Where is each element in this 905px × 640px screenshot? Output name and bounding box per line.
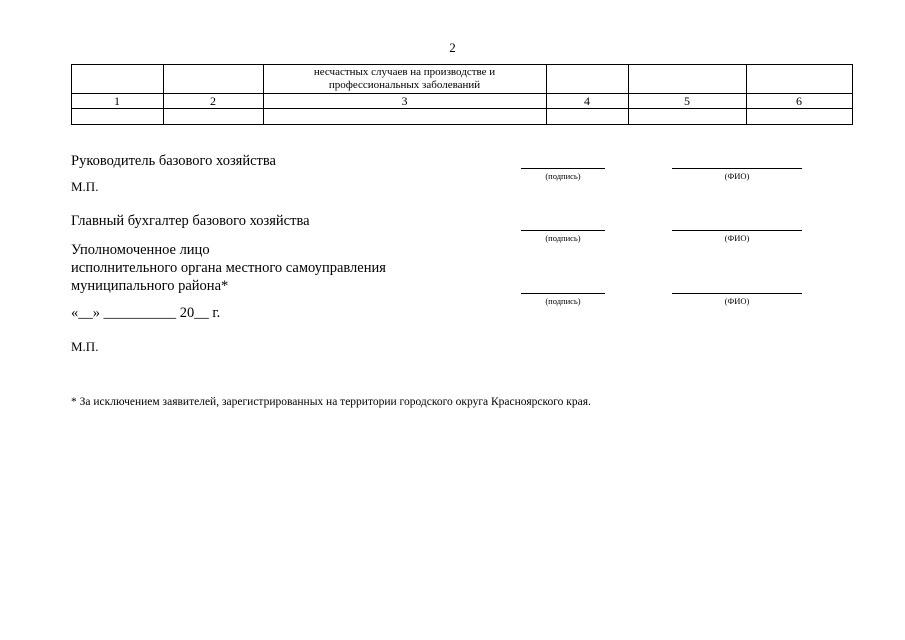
authorized-person-line1: Уполномоченное лицо (71, 242, 210, 258)
table-border-bottom (71, 124, 853, 125)
signature-caption: (подпись) (545, 233, 581, 243)
name-caption: (ФИО) (724, 296, 750, 306)
signature-line (521, 168, 605, 169)
accountant-label: Главный бухгалтер базового хозяйства (71, 213, 310, 229)
head-label: Руководитель базового хозяйства (71, 153, 276, 169)
form-table (71, 64, 853, 124)
authorized-person-line3: муниципального района* (71, 278, 229, 294)
column-number: 1 (114, 94, 120, 108)
column-number: 2 (210, 94, 216, 108)
signature-line (521, 230, 605, 231)
column-number: 6 (796, 94, 802, 108)
signature-caption: (подпись) (545, 171, 581, 181)
name-line (672, 293, 802, 294)
authorized-person-line2: исполнительного органа местного самоуправления (71, 260, 386, 276)
table-col-border (852, 64, 853, 124)
signature-caption: (подпись) (545, 296, 581, 306)
header-col3-line2: профессиональных заболеваний (328, 79, 481, 91)
column-number: 4 (584, 94, 590, 108)
name-caption: (ФИО) (724, 233, 750, 243)
column-number: 5 (684, 94, 690, 108)
header-col3-line1: несчастных случаев на производстве и (313, 66, 496, 78)
date-line: «__» __________ 20__ г. (71, 305, 221, 321)
footnote: * За исключением заявителей, зарегистрированных на территории городского округа Красноярского края. (71, 396, 591, 408)
page-number: 2 (449, 40, 456, 55)
column-number: 3 (401, 94, 408, 108)
table-border-top (71, 64, 853, 65)
name-line (672, 168, 802, 169)
name-caption: (ФИО) (724, 171, 750, 181)
stamp-label: М.П. (71, 179, 99, 194)
name-line (672, 230, 802, 231)
stamp-label: М.П. (71, 339, 99, 354)
signature-line (521, 293, 605, 294)
table-number-divider (71, 108, 853, 109)
